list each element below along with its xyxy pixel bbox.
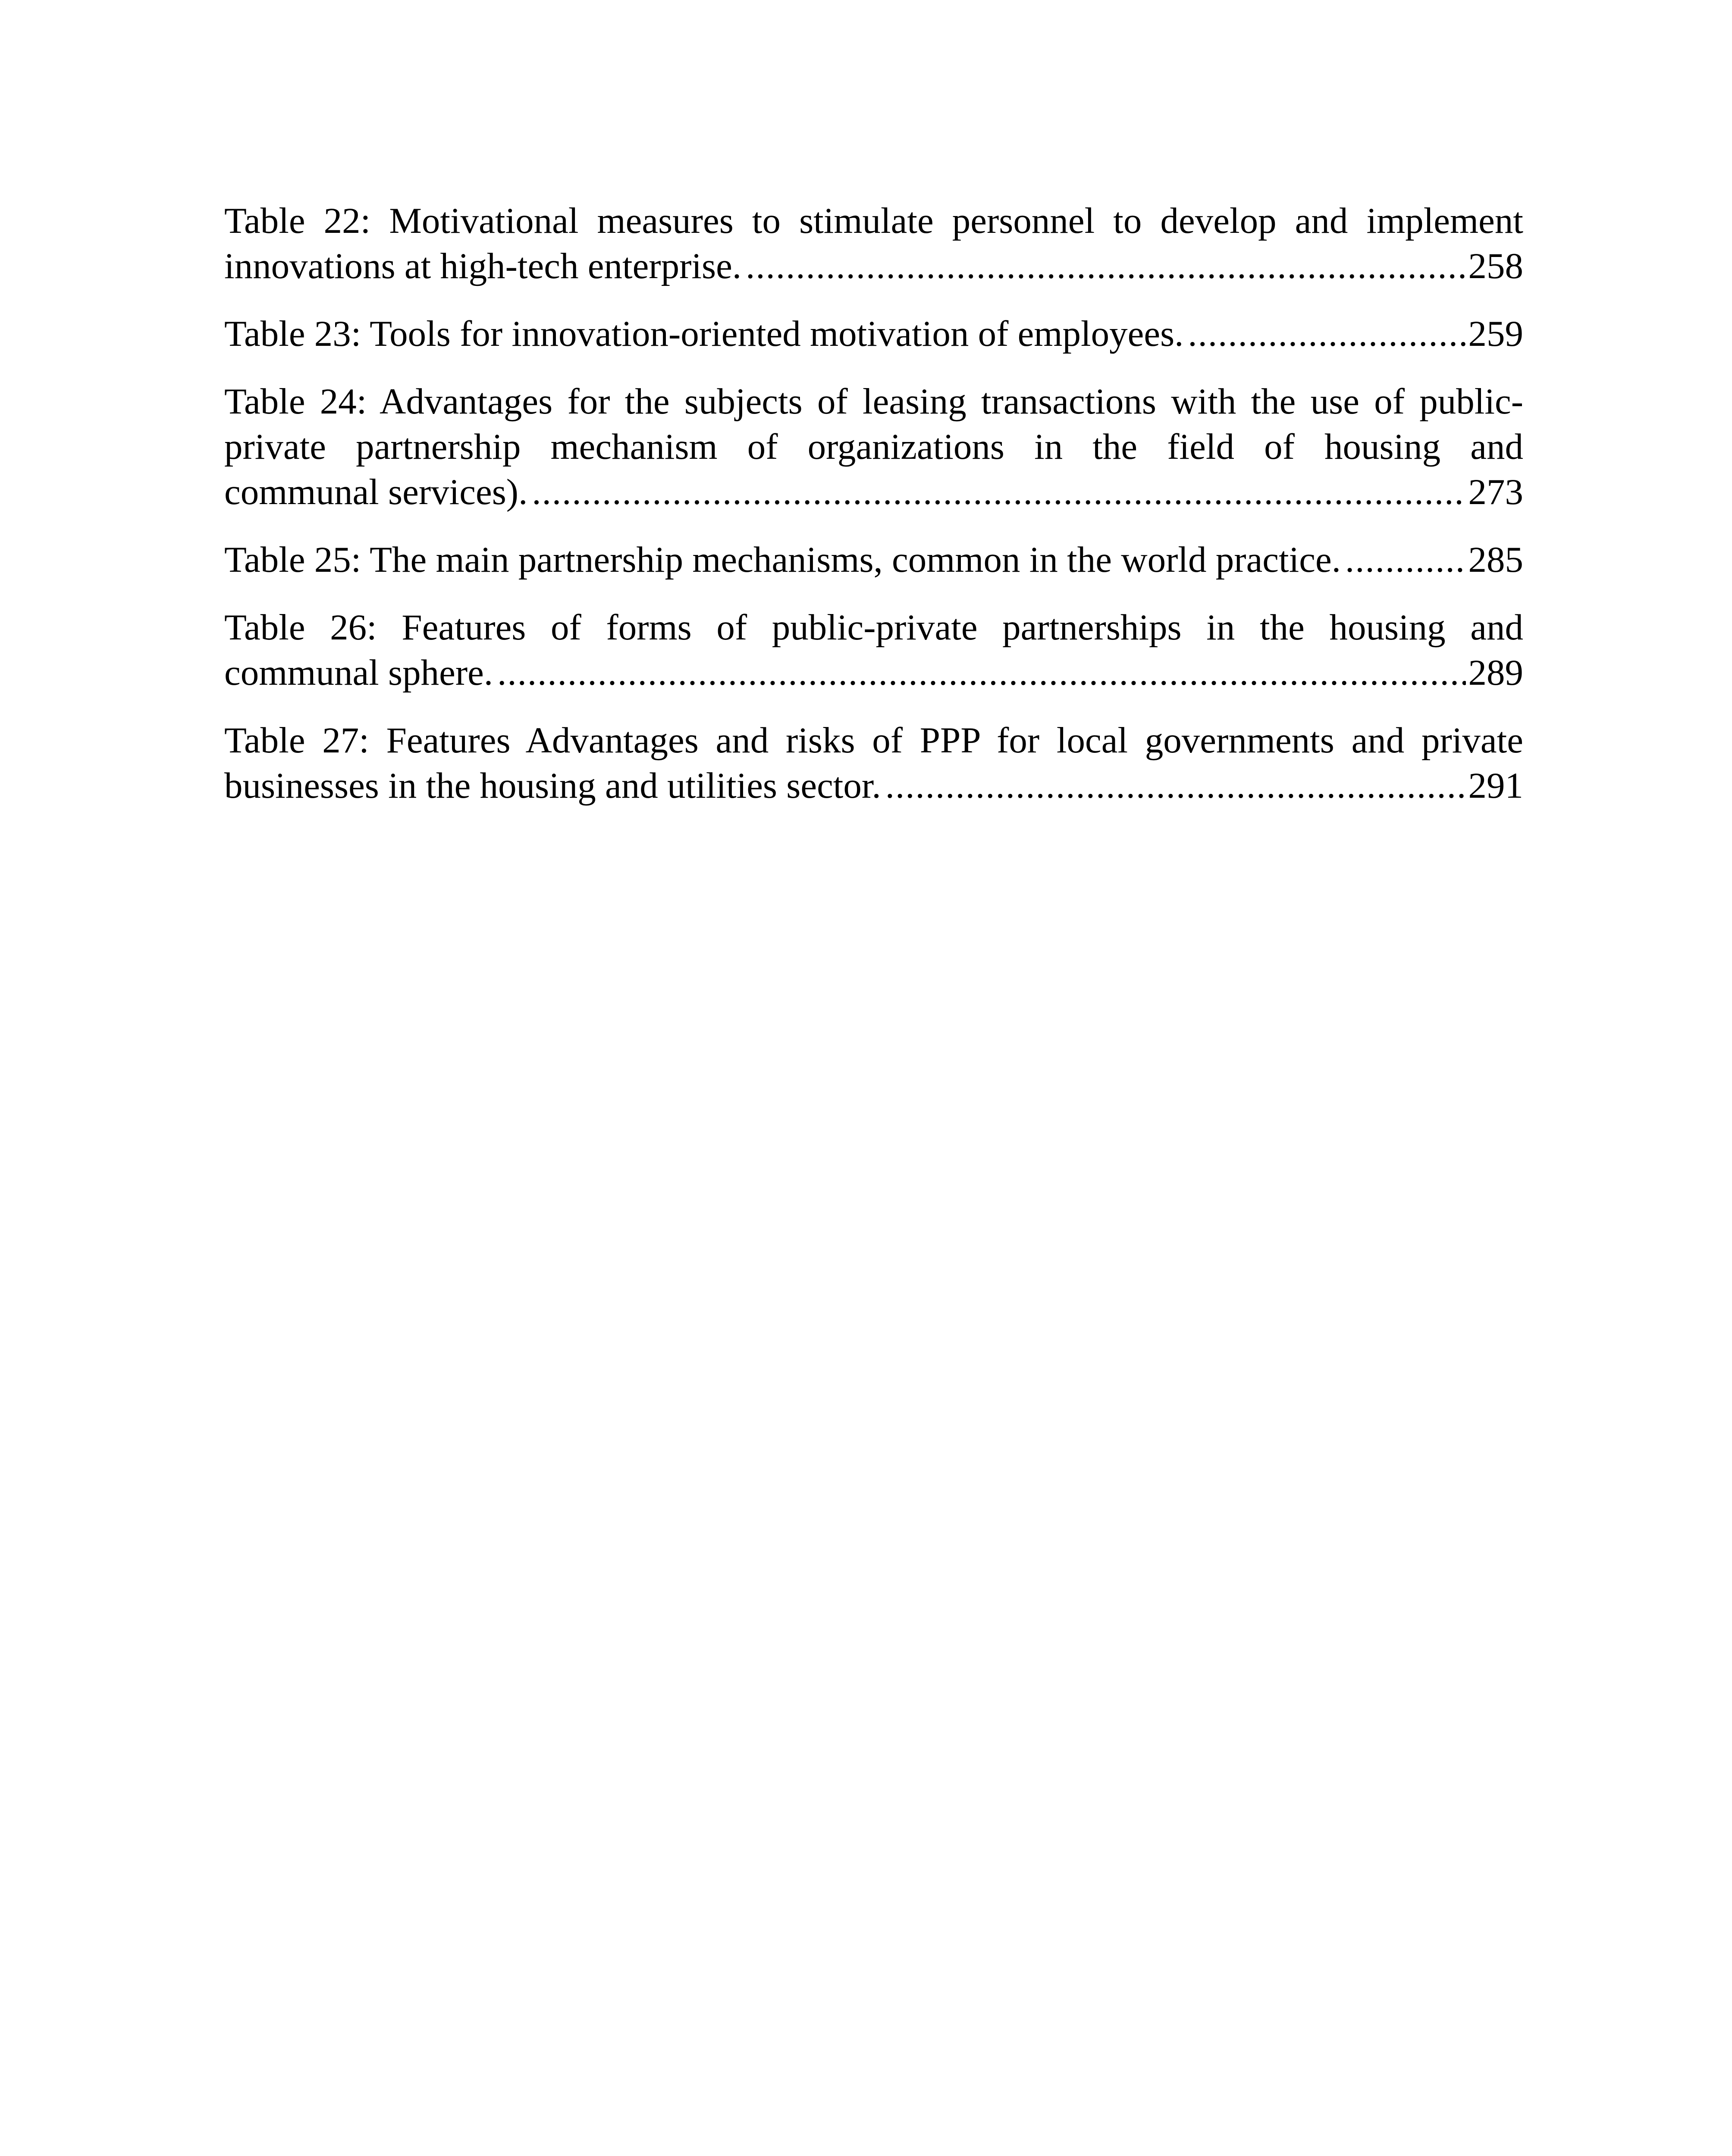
toc-entry-table-23[interactable]: [224, 311, 1523, 357]
page-number: 285: [1468, 539, 1523, 580]
dot-leader: [746, 244, 1465, 289]
dot-leader: [497, 650, 1465, 696]
toc-entry-table-22[interactable]: [224, 198, 1523, 289]
entry-last-line: [224, 537, 1523, 583]
dot-leader: [885, 763, 1466, 808]
entry-last-line: [224, 244, 1523, 289]
dot-leader: [1345, 537, 1466, 583]
toc-entry-table-25[interactable]: [224, 537, 1523, 583]
entry-text-line: communal sphere.: [224, 652, 493, 693]
entry-text-line: Table 25: The main partnership mechanisms, common in the world practice.: [224, 539, 1341, 580]
entry-last-line: [224, 311, 1523, 357]
dot-leader: [532, 470, 1465, 515]
toc-entry-table-27[interactable]: [224, 718, 1523, 808]
entry-text-line: Table 27: Features Advantages and risks of PPP for local governments and private: [224, 720, 1523, 761]
entry-last-line: [224, 470, 1523, 515]
toc-entry-table-24[interactable]: [224, 379, 1523, 515]
page-number: 289: [1468, 652, 1523, 693]
page-number: 259: [1468, 313, 1523, 354]
entry-last-line: [224, 650, 1523, 696]
toc-entry-table-26[interactable]: [224, 605, 1523, 696]
entry-last-line: [224, 763, 1523, 808]
entry-text-line: businesses in the housing and utilities sector.: [224, 765, 881, 806]
entry-text-line: Table 26: Features of forms of public-private partnerships in the housing and: [224, 607, 1523, 648]
page-number: 258: [1468, 246, 1523, 286]
page-number: 273: [1468, 472, 1523, 512]
entry-text-line: communal services).: [224, 472, 528, 512]
entry-text-line: innovations at high-tech enterprise.: [224, 246, 742, 286]
entry-text-line: Table 22: Motivational measures to stimulate personnel to develop and implement: [224, 201, 1523, 241]
page-number: 291: [1468, 765, 1523, 806]
dot-leader: [1188, 311, 1465, 357]
list-of-tables: [224, 198, 1523, 831]
entry-text-line: Table 24: Advantages for the subjects of leasing transactions with the use of public-: [224, 381, 1523, 422]
entry-text-line: private partnership mechanism of organizations in the field of housing and: [224, 426, 1523, 467]
entry-text-line: Table 23: Tools for innovation-oriented motivation of employees.: [224, 313, 1184, 354]
